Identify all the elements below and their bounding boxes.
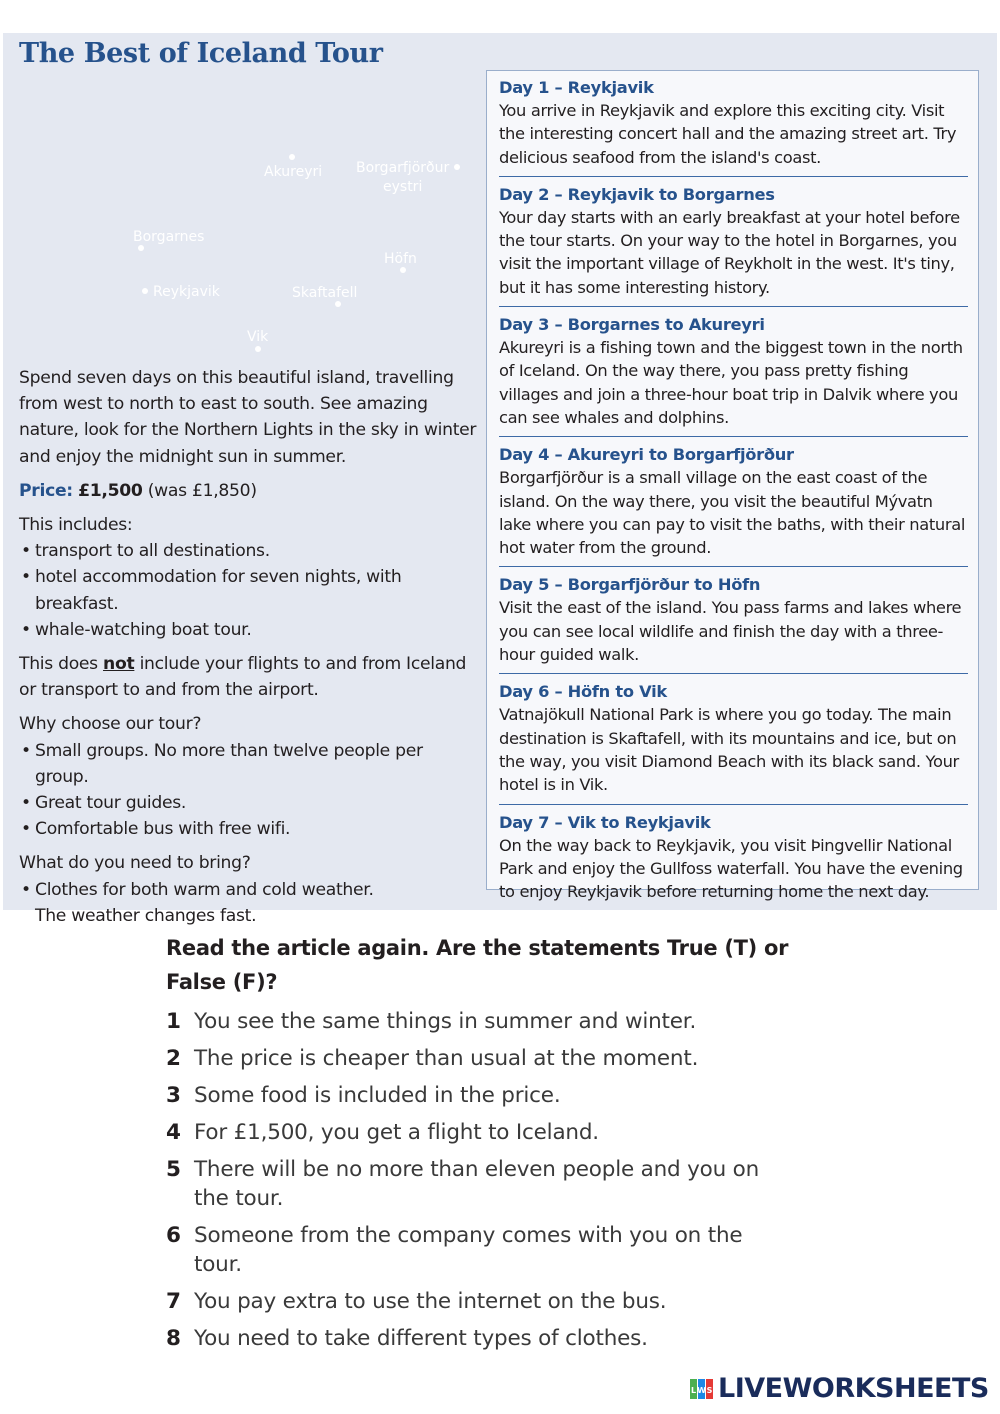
itinerary-day xyxy=(499,812,968,911)
map-dot-akureyri xyxy=(289,154,295,160)
statement-text: For £1,500, you get a flight to Iceland. xyxy=(194,1120,599,1145)
itinerary-day xyxy=(499,77,968,177)
map-dot-hofn xyxy=(400,267,406,273)
day-text: Vatnajökull National Park is where you go today. The main destination is Skaftafell, with its mountains and ice, but on the way, you visit Diamond Beach with its black sand. Your hotel is in Vik. xyxy=(499,705,959,795)
statement-text: The price is cheaper than usual at the moment. xyxy=(194,1046,699,1071)
why-item: • Great tour guides. xyxy=(19,790,481,816)
statement-item xyxy=(166,1287,806,1316)
day-title: Day 1 – Reykjavik xyxy=(499,78,654,97)
why-heading: Why choose our tour? xyxy=(19,714,202,735)
excludes-before: This does xyxy=(19,654,98,675)
day-text: Borgarfjörður is a small village on the east coast of the island. On the way there, you visit the beautiful Mývatn lake where you can pay to visit the baths, with their natural hot water from the ground. xyxy=(499,468,966,558)
logo-letter-w: W xyxy=(697,1385,706,1395)
statement-number: 2 xyxy=(166,1046,181,1071)
exercise-heading: Read the article again. Are the statements True (T) or False (F)? xyxy=(166,936,789,994)
excludes-emphasis: not xyxy=(103,654,135,675)
liveworksheets-brand xyxy=(690,1373,989,1404)
map-label-vik: Vik xyxy=(247,329,269,345)
statement-list xyxy=(166,1007,806,1353)
map-label-hofn: Höfn xyxy=(384,251,417,267)
statement-item xyxy=(166,1044,806,1073)
itinerary-day xyxy=(499,184,968,307)
statement-number: 8 xyxy=(166,1326,181,1351)
statement-text: There will be no more than eleven people and you on the tour. xyxy=(194,1157,760,1211)
day-title: Day 6 – Höfn to Vik xyxy=(499,682,667,702)
price-label: Price: xyxy=(19,480,73,501)
itinerary-day xyxy=(499,314,968,437)
statement-item xyxy=(166,1081,806,1110)
statement-item xyxy=(166,1324,806,1353)
day-text: Your day starts with an early breakfast at your hotel before the tour starts. On your way to the hotel in Borgarnes, you visit the important village of Reykholt in the west. It's tiny, but it has some interesting history. xyxy=(499,207,960,297)
map-dot-borgarfjordur xyxy=(454,164,460,170)
map-label-reykjavik: Reykjavik xyxy=(153,284,220,300)
statement-item xyxy=(166,1155,806,1213)
statement-number: 5 xyxy=(166,1157,181,1182)
map-label-akureyri: Akureyri xyxy=(264,164,323,180)
statement-text: Some food is included in the price. xyxy=(194,1083,561,1108)
statement-number: 3 xyxy=(166,1083,181,1108)
excludes-text xyxy=(19,651,481,703)
day-title: Day 2 – Reykjavik to Borgarnes xyxy=(499,184,775,204)
statement-text: You pay extra to use the internet on the bus. xyxy=(194,1289,667,1314)
bring-item: • Clothes for both warm and cold weather. The weather changes fast. xyxy=(19,877,481,929)
statement-item xyxy=(166,1118,806,1147)
includes-list xyxy=(19,538,481,643)
price-was: (was £1,850) xyxy=(147,480,257,501)
statement-item xyxy=(166,1221,806,1279)
statement-number: 4 xyxy=(166,1120,181,1145)
true-false-exercise xyxy=(166,931,806,1361)
bring-heading: What do you need to bring? xyxy=(19,853,251,874)
statement-number: 6 xyxy=(166,1223,181,1248)
day-text: On the way back to Reykjavik, you visit Þingvellir National Park and enjoy the Gullfoss waterfall. You have the evening to enjoy Reykjavik before returning home the next day. xyxy=(499,835,963,902)
map-dot-borgarnes xyxy=(138,245,144,251)
statement-item xyxy=(166,1007,806,1036)
iceland-map xyxy=(20,80,480,370)
statement-text: Someone from the company comes with you on the tour. xyxy=(194,1223,743,1277)
excludes-after: include your flights to and from Iceland or transport to and from the airport. xyxy=(19,654,467,701)
day-title: Day 7 – Vik to Reykjavik xyxy=(499,812,711,832)
day-title: Day 5 – Borgarfjörður to Höfn xyxy=(499,575,761,595)
map-dot-skaftafell xyxy=(335,301,341,307)
tour-info xyxy=(19,365,481,937)
itinerary-day xyxy=(499,444,968,567)
day-text: You arrive in Reykjavik and explore this exciting city. Visit the interesting concert hall and the amazing street art. Try delicious seafood from the island's coast. xyxy=(499,101,957,167)
logo-letter-l: L xyxy=(690,1385,697,1395)
why-item: • Small groups. No more than twelve people per group. xyxy=(19,738,481,790)
statement-text: You need to take different types of clothes. xyxy=(194,1326,648,1351)
day-title: Day 4 – Akureyri to Borgarfjörður xyxy=(499,445,794,465)
itinerary-day xyxy=(499,574,968,674)
includes-item: • transport to all destinations. xyxy=(19,538,481,564)
liveworksheets-logo-icon xyxy=(690,1377,716,1401)
why-item: • Comfortable bus with free wifi. xyxy=(19,816,481,842)
intro-text: Spend seven days on this beautiful island, travelling from west to north to east to south. See amazing nature, look for the Northern Lights in the sky in winter and enjoy the midnight sun in summer. xyxy=(19,368,477,467)
includes-heading: This includes: xyxy=(19,515,133,536)
brand-text: LIVEWORKSHEETS xyxy=(718,1373,989,1404)
map-label-borgarnes: Borgarnes xyxy=(133,229,205,245)
map-dot-vik xyxy=(255,346,261,352)
day-text: Visit the east of the island. You pass farms and lakes where you can see local wildlife and finish the day with a three-hour guided walk. xyxy=(499,598,962,665)
article-title: The Best of Iceland Tour xyxy=(19,38,383,69)
map-dot-reykjavik xyxy=(142,288,148,294)
map-label-skaftafell: Skaftafell xyxy=(292,285,358,301)
day-title: Day 3 – Borgarnes to Akureyri xyxy=(499,315,765,335)
itinerary-box xyxy=(486,70,979,902)
itinerary-day xyxy=(499,681,968,804)
price-line xyxy=(19,478,481,504)
price-value: £1,500 xyxy=(78,480,143,501)
statement-number: 7 xyxy=(166,1289,181,1314)
statement-text: You see the same things in summer and winter. xyxy=(194,1009,697,1034)
includes-item: • hotel accommodation for seven nights, with breakfast. xyxy=(19,564,481,616)
statement-number: 1 xyxy=(166,1009,181,1034)
includes-item: • whale-watching boat tour. xyxy=(19,617,481,643)
why-list xyxy=(19,738,481,843)
map-label-borgarfjordur-eystri: eystri xyxy=(383,179,423,195)
logo-letter-s: S xyxy=(706,1385,713,1395)
day-text: Akureyri is a fishing town and the biggest town in the north of Iceland. On the way there, you pass pretty fishing villages and join a three-hour boat trip in Dalvik where you can see whales and dolphins. xyxy=(499,338,963,427)
map-label-borgarfjordur: Borgarfjörður xyxy=(356,160,450,176)
bring-list xyxy=(19,877,481,929)
